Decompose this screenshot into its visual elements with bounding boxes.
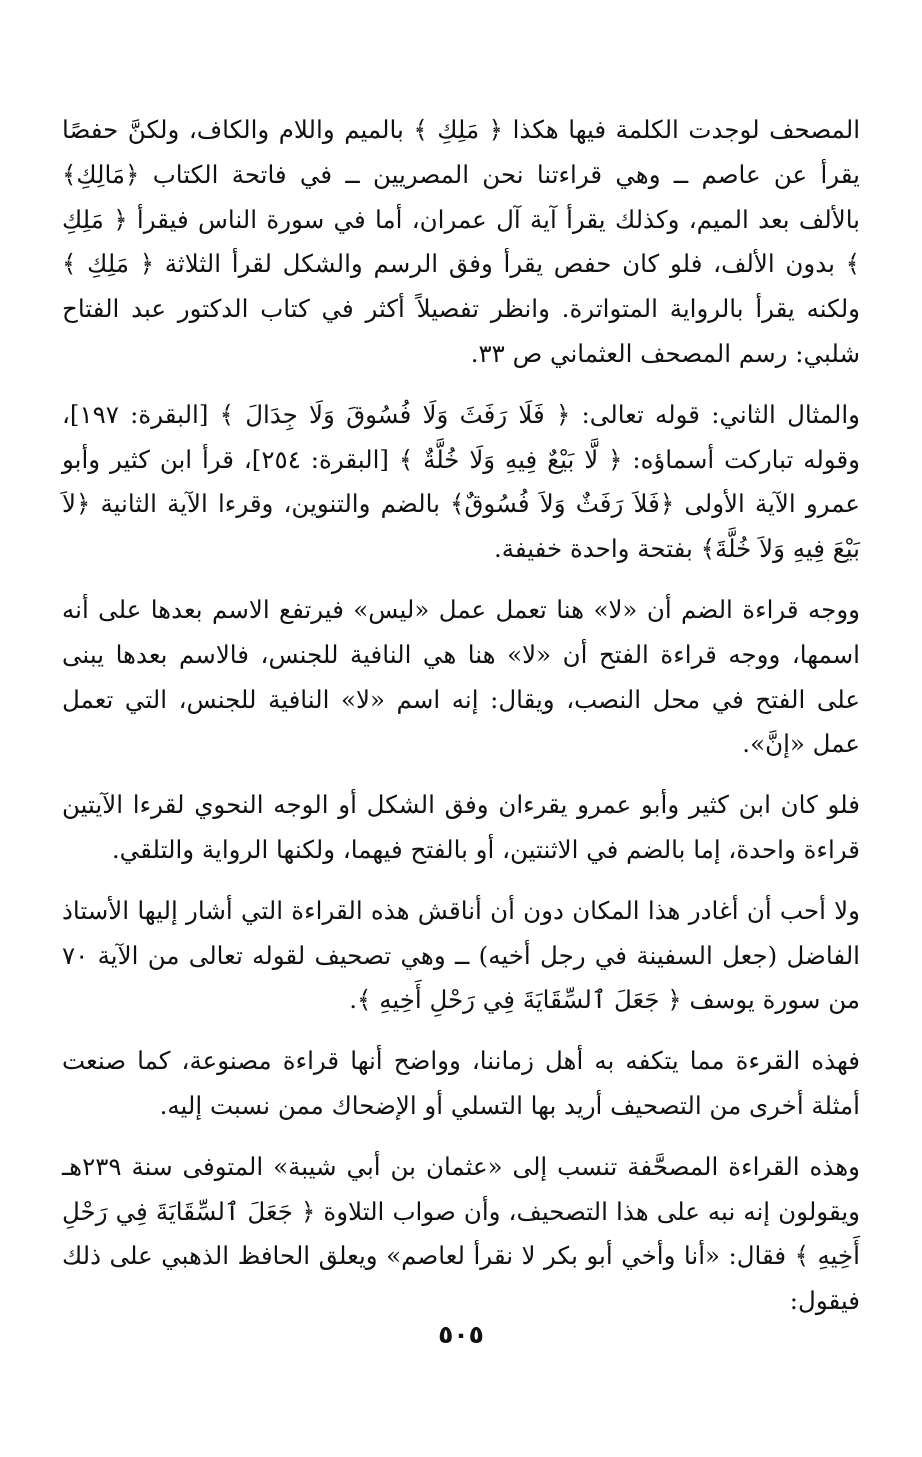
paragraph-6: فهذه القرءة مما يتكفه به أهل زماننا، وواضح أنها قراءة مصنوعة، كما صنعت أمثلة أخرى من التصحيف أريد بها التسلي أو الإضحاك ممن نسبت إليه. — [62, 1046, 860, 1120]
paragraph-5: ولا أحب أن أغادر هذا المكان دون أن أناقش هذه القراءة التي أشار إليها الأستاذ الفاضل (جعل السفينة في رجل أخيه) ــ وهي تصحيف لقوله تعالى من الآية ٧٠ من سورة يوسف ﴿ جَعَلَ ٱلسِّقَايَةَ فِي رَحْلِ أَخِيهِ ﴾. — [62, 895, 860, 1015]
page-number: ٥٠٥ — [438, 1320, 484, 1349]
paragraph-7: وهذه القراءة المصحَّفة تنسب إلى «عثمان بن أبي شيبة» المتوفى سنة ٢٣٩هـ ويقولون إنه نبه على هذا التصحيف، وأن صواب التلاوة ﴿ جَعَلَ ٱلسِّقَايَةَ فِي رَحْلِ أَخِيهِ ﴾ فقال: «أنا وأخي أبو بكر لا نقرأ لعاصم» ويعلق الحافظ الذهبي على ذلك فيقول: — [62, 1151, 860, 1316]
paragraph-2: والمثال الثاني: قوله تعالى: ﴿ فَلَا رَفَثَ وَلَا فُسُوقَ وَلَا جِدَالَ ﴾ [البقرة: ١٩٧]، وقوله تباركت أسماؤه: ﴿ لَّا بَيْعٌ فِيهِ وَلَا خُلَّةٌ ﴾ [البقرة: ٢٥٤]، قرأ ابن كثير وأبو عمرو الآية الأولى ﴿فَلاَ رَفَثٌ وَلاَ فُسُوقٌ﴾ بالضم والتنوين، وقرءا الآية الثانية ﴿لاَ بَيْعَ فِيهِ وَلاَ خُلَّةَ﴾ بفتحة واحدة خفيفة. — [62, 399, 860, 564]
paragraph-1: المصحف لوجدت الكلمة فيها هكذا ﴿ مَلِكِ ﴾ بالميم واللام والكاف، ولكنَّ حفصًا يقرأ عن عاصم ــ وهي قراءتنا نحن المصريين ــ في فاتحة الكتاب ﴿مَالِكِ﴾ بالألف بعد الميم، وكذلك يقرأ آية آل عمران، أما في سورة الناس فيقرأ ﴿ مَلِكِ ﴾ بدون الألف، فلو كان حفص يقرأ وفق الرسم والشكل لقرأ الثلاثة ﴿ مَلِكِ ﴾ ولكنه يقرأ بالرواية المتواترة. وانظر تفصيلاً أكثر في كتاب الدكتور عبد الفتاح شلبي: رسم المصحف العثماني ص ٣٣. — [62, 115, 860, 368]
paragraph-3: ووجه قراءة الضم أن «لا» هنا تعمل عمل «ليس» فيرتفع الاسم بعدها على أنه اسمها، ووجه قراءة الفتح أن «لا» هنا هي النافية للجنس، فالاسم بعدها يبنى على الفتح في محل النصب، ويقال: إنه اسم «لا» النافية للجنس، التي تعمل عمل «إنَّ». — [62, 594, 860, 759]
paragraph-4: فلو كان ابن كثير وأبو عمرو يقرءان وفق الشكل أو الوجه النحوي لقرءا الآيتين قراءة واحدة، إما بالضم في الاثنتين، أو بالفتح فيهما، ولكنها الرواية والتلقي. — [62, 790, 860, 864]
page-body — [62, 108, 860, 1340]
